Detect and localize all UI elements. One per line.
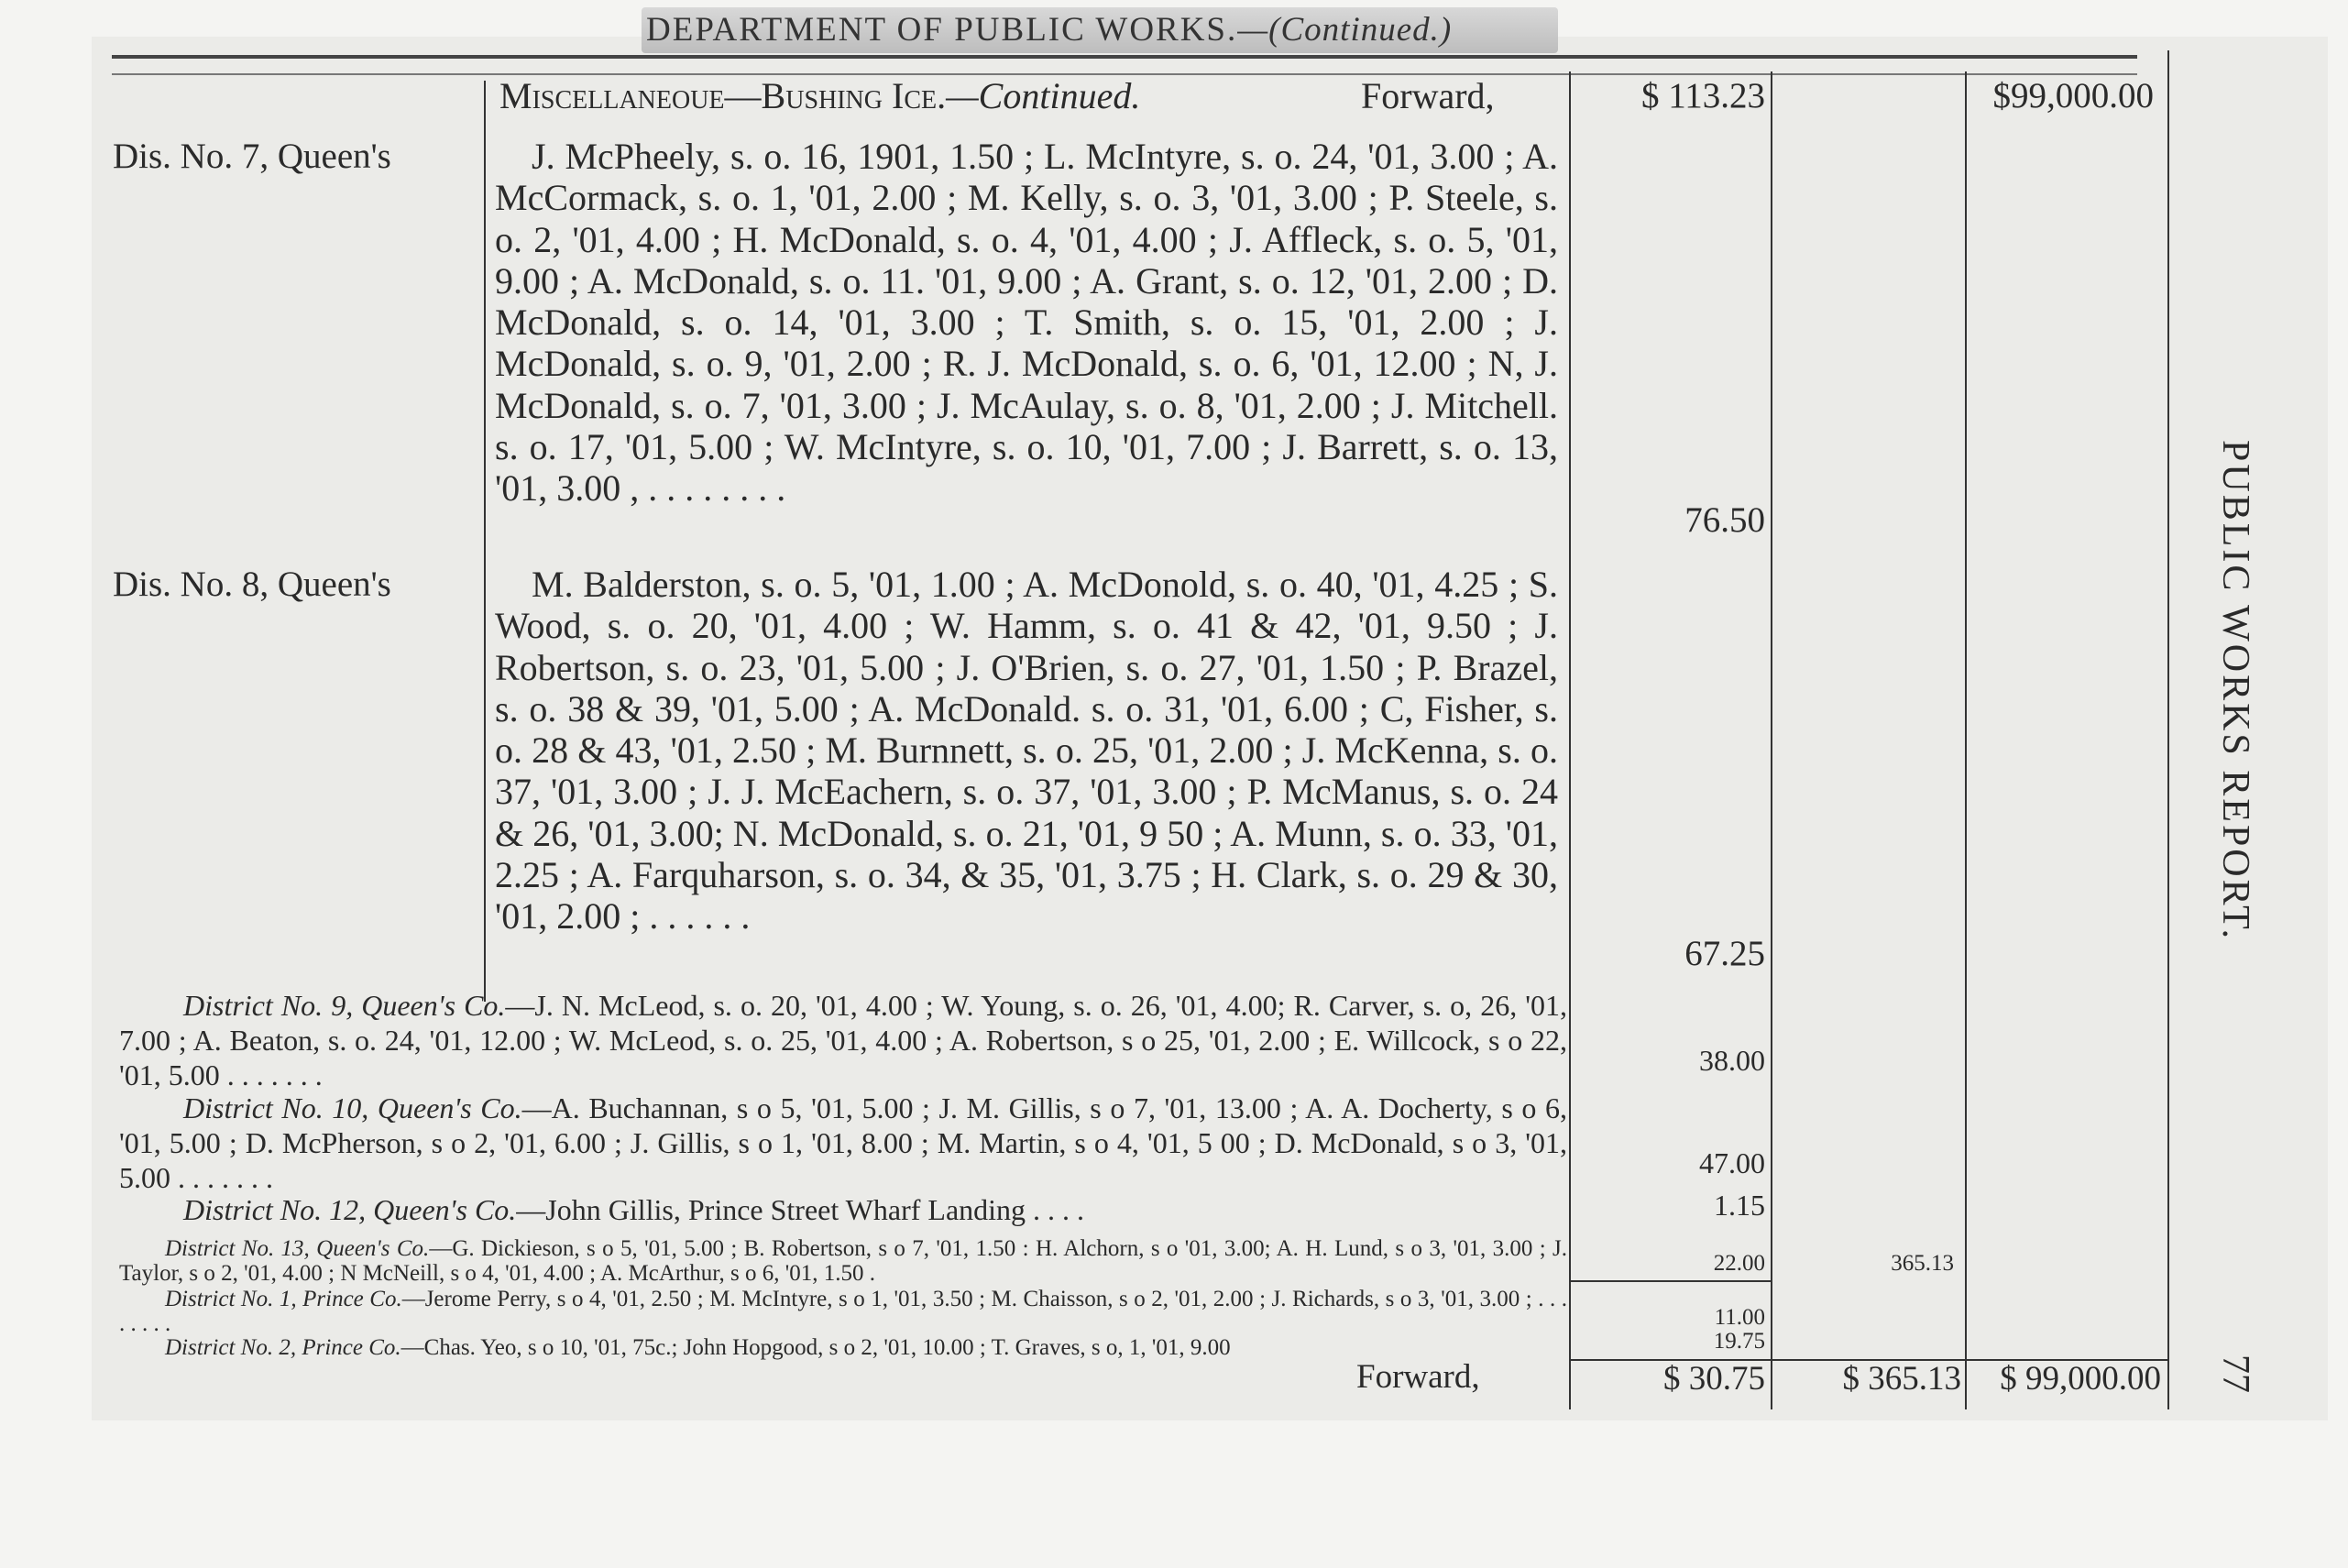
- forward-col3-top: $99,000.00: [1992, 76, 2154, 115]
- district-2-prince-name: District No. 2, Prince Co.: [165, 1335, 401, 1360]
- entry-label-dis8: Dis. No. 8, Queen's: [113, 565, 391, 604]
- side-running-title: PUBLIC WORKS REPORT.: [2214, 440, 2256, 942]
- district-12-name: District No. 12, Queen's Co.: [183, 1193, 517, 1226]
- page-header: [646, 7, 1563, 53]
- district-1-prince-text: —Jerome Perry, s o 4, '01, 2.50 ; M. McIntyre, s o 1, '01, 3.50 ; M. Chaisson, s o 2, '01, 2.00 ; J. Richards, s o 3, '01, 3.00 ; . . . . . . . .: [119, 1287, 1567, 1336]
- district-10-amount: 47.00: [1699, 1146, 1765, 1179]
- header-continued: —(Continued.): [1237, 11, 1453, 49]
- forward-col3-bottom: $ 99,000.00: [2000, 1360, 2161, 1398]
- district-12-entry: [119, 1192, 1567, 1227]
- district-9-text: —J. N. McLeod, s. o. 20, '01, 4.00 ; W. Young, s. o. 26, '01, 4.00; R. Carver, s. o, 26, '01, 7.00 ; A. Beaton, s. o. 24, '01, 12.00 ; W. McLeod, s. o. 25, '01, 4.00 ; A. Robertson, s o 25, '01, 2.00 ; E. Willcock, s o 22, '01, 5.00 . . . . . . .: [119, 989, 1567, 1091]
- col1-rule: [1771, 71, 1772, 1409]
- entry-label-dis7: Dis. No. 7, Queen's: [113, 137, 391, 176]
- district-10-text: —A. Buchannan, s o 5, '01, 5.00 ; J. M. Gillis, s o 7, '01, 13.00 ; A. A. Docherty, s o 6, '01, 5.00 ; D. McPherson, s o 2, '01, 6.00 ; J. Gillis, s o 1, '01, 8.00 ; M. Martin, s o 4, '01, 5 00 ; D. McDonald, s o 3, '01, 5.00 . . . . . . .: [119, 1091, 1568, 1194]
- col2-rule: [1965, 71, 1967, 1409]
- entry-amount-dis8: 67.25: [1684, 934, 1765, 973]
- forward-col1-bottom: $ 30.75: [1663, 1360, 1765, 1398]
- header-rule-thick: [112, 55, 2137, 59]
- category-heading-line: [499, 75, 1495, 116]
- district-2-prince-entry: [119, 1336, 1567, 1361]
- district-10-name: District No. 10, Queen's Co.: [183, 1091, 522, 1124]
- col3-rule: [2167, 50, 2169, 1409]
- district-9-name: District No. 9, Queen's Co.: [183, 989, 506, 1022]
- district-13-entry: [119, 1237, 1567, 1286]
- district-13-amount: 22.00: [1713, 1251, 1765, 1276]
- entry-text-dis8: M. Balderston, s. o. 5, '01, 1.00 ; A. McDonold, s. o. 40, '01, 4.25 ; S. Wood, s. o. 20, '01, 4.00 ; W. Hamm, s. o. 41 & 42, '01, 9.50 ; J. Robertson, s. o. 23, '01, 5.00 ; J. O'Brien, s. o. 27, '01, 1.50 ; P. Brazel, s. o. 38 & 39, '01, 5.00 ; A. McDonald. s. o. 31, '01, 6.00 ; C, Fisher, s. o. 28 & 43, '01, 2.50 ; M. Burnnett, s. o. 25, '01, 2.00 ; J. McKenna, s. o. 37, '01, 3.00 ; J. J. McEachern, s. o. 37, '01, 3.00 ; P. McManus, s. o. 24 & 26, '01, 3.00; N. McDonald, s. o. 21, '01, 9 50 ; A. Munn, s. o. 33, '01, 2.25 ; A. Farquharson, s. o. 34, & 35, '01, 3.75 ; H. Clark, s. o. 29 & 30, '01, 2.00 ; . . . . . .: [495, 564, 1558, 938]
- district-9-amount: 38.00: [1699, 1044, 1765, 1077]
- district-2-prince-text: —Chas. Yeo, s o 10, '01, 75c.; John Hopgood, s o 2, '01, 10.00 ; T. Graves, s o, 1, '01, 9.00: [400, 1335, 1231, 1360]
- district-12-amount: 1.15: [1714, 1189, 1765, 1222]
- entry-amount-dis7: 76.50: [1684, 500, 1765, 540]
- label-column-rule: [484, 81, 486, 1002]
- district-1-prince-amount: 11.00: [1714, 1305, 1765, 1330]
- district-12-text: —John Gillis, Prince Street Wharf Landing . . . .: [516, 1193, 1085, 1226]
- district-13-text: —G. Dickieson, s o 5, '01, 5.00 ; B. Robertson, s o 7, '01, 1.50 : H. Alchorn, s o '01, 3.00; A. H. Lund, s o 3, '01, 3.00 ; J. Taylor, s o 2, '01, 4.00 ; N McNeill, s o 4, '01, 4.00 ; A. McArthur, s o 6, '01, 1.50 .: [119, 1236, 1567, 1286]
- forward-col1-top: $ 113.23: [1640, 76, 1765, 115]
- forward-col2-bottom: $ 365.13: [1842, 1360, 1961, 1398]
- district-13-subtotal: 365.13: [1891, 1251, 1954, 1276]
- subtotal-rule: [1569, 1280, 1772, 1282]
- district-1-prince-entry: [119, 1288, 1567, 1336]
- text-column-rule: [1569, 71, 1571, 1409]
- district-1-prince-name: District No. 1, Prince Co.: [165, 1287, 402, 1311]
- forward-label-bottom: Forward,: [1356, 1358, 1480, 1396]
- forward-label-top: Forward,: [1361, 75, 1495, 116]
- category-continued: —Continued.: [946, 75, 1141, 116]
- header-title: DEPARTMENT OF PUBLIC WORKS.: [646, 11, 1238, 49]
- district-9-entry: [119, 988, 1567, 1092]
- district-2-prince-amount: 19.75: [1713, 1329, 1765, 1354]
- entry-text-dis7: J. McPheely, s. o. 16, 1901, 1.50 ; L. McIntyre, s. o. 24, '01, 3.00 ; A. McCormack, s. o. 1, '01, 2.00 ; M. Kelly, s. o. 3, '01, 3.00 ; P. Steele, s. o. 2, '01, 4.00 ; H. McDonald, s. o. 4, '01, 4.00 ; J. Affleck, s. o. 5, '01, 9.00 ; A. McDonald, s. o. 11. '01, 9.00 ; A. Grant, s. o. 12, '01, 2.00 ; D. McDonald, s. o. 14, '01, 3.00 ; T. Smith, s. o. 15, '01, 2.00 ; J. McDonald, s. o. 9, '01, 2.00 ; R. J. McDonald, s. o. 6, '01, 12.00 ; N, J. McDonald, s. o. 7, '01, 3.00 ; J. McAulay, s. o. 8, '01, 2.00 ; J. Mitchell. s. o. 17, '01, 5.00 ; W. McIntyre, s. o. 10, '01, 7.00 ; J. Barrett, s. o. 13, '01, 3.00 , . . . . . . . .: [495, 136, 1558, 510]
- page-number: 77: [2214, 1354, 2256, 1393]
- district-10-entry: [119, 1091, 1567, 1195]
- category-heading: Miscellaneoue—Bushing Ice.: [499, 75, 947, 116]
- district-13-name: District No. 13, Queen's Co.: [165, 1236, 430, 1261]
